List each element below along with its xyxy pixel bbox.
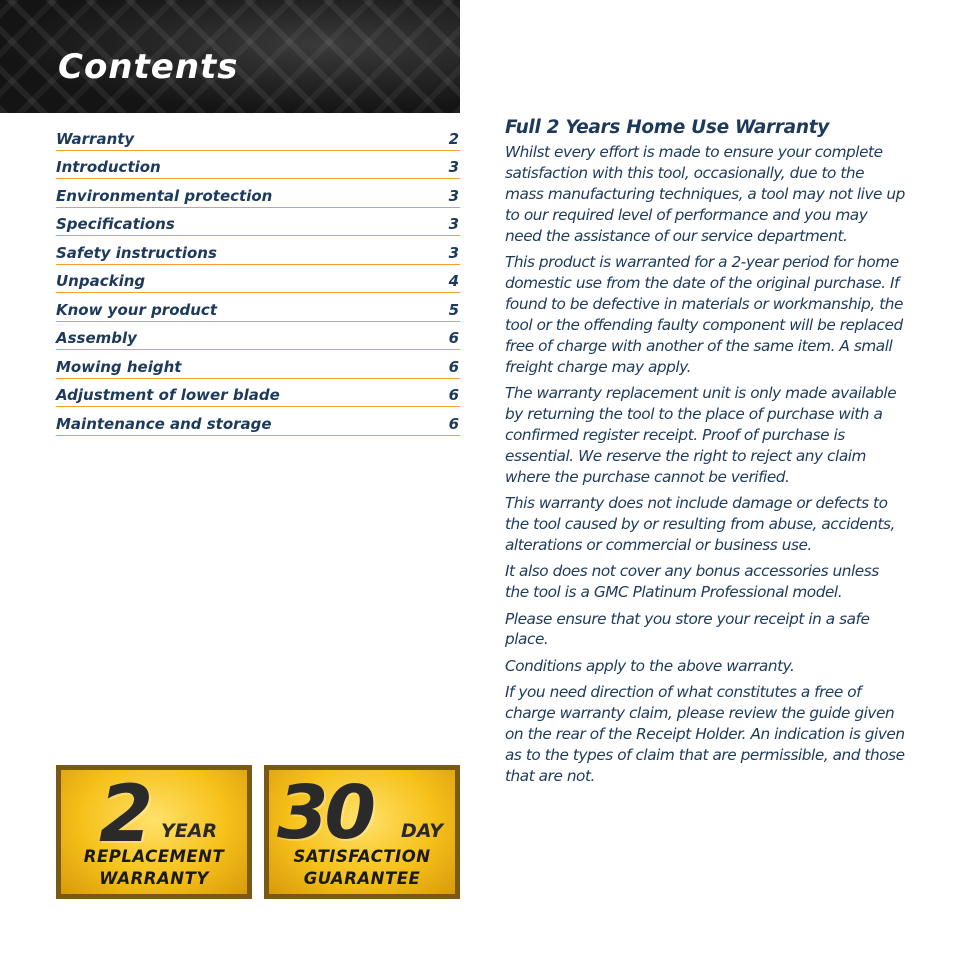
toc-item-label: Maintenance and storage [56,414,272,433]
toc-item-label: Mowing height [56,357,182,376]
badge-line-1: REPLACEMENT [83,847,225,866]
toc-item-safety-instructions[interactable] [56,236,460,265]
badge-number: 2 [99,770,154,860]
warranty-paragraph: Please ensure that you store your receipt in a safe place. [505,609,870,649]
badge-line-2: WARRANTY [99,869,209,888]
badge-line-2: GUARANTEE [303,869,421,888]
toc-item-label: Safety instructions [56,243,217,262]
toc-item-page: 3 [448,243,459,262]
badge-unit: DAY [401,820,444,842]
warranty-paragraph: If you need direction of what constitutes a free of charge warranty claim, please review the guide given on the rear of the Receipt Holder. An indication is given as to the types of claim that are permissible, and those that are not. [505,683,905,785]
badge-number: 30 [277,770,372,856]
toc-item-mowing-height[interactable] [56,350,460,379]
toc-item-adjustment-of-lower-blade[interactable] [56,379,460,408]
toc-item-label: Introduction [56,158,161,176]
warranty-paragraph: This warranty does not include damage or defects to the tool caused by or resulting from abuse, accidents, alterations or commercial or business use. [505,494,895,554]
two-year-warranty-badge [56,765,252,899]
toc-item-label: Assembly [56,329,137,347]
toc-item-introduction[interactable] [56,151,460,180]
toc-item-page: 4 [448,272,459,290]
thirty-day-guarantee-badge [264,765,460,899]
toc-item-page: 5 [448,300,459,319]
toc-item-page: 2 [448,129,459,148]
contents-header-banner [0,0,460,113]
page-title: Contents [58,47,239,87]
toc-item-page: 3 [448,158,459,176]
badge-unit: YEAR [161,820,218,842]
toc-item-maintenance-and-storage[interactable] [56,407,460,436]
warranty-paragraph: It also does not cover any bonus accessories unless the tool is a GMC Platinum Professional model. [505,562,879,602]
toc-item-know-your-product[interactable] [56,293,460,322]
toc-item-page: 3 [448,186,459,205]
toc-item-warranty[interactable] [56,122,460,151]
warranty-paragraph: The warranty replacement unit is only made available by returning the tool to the place of purchase with a confirmed register receipt. Proof of purchase is essential. We reserve the right to reject any claim where the purchase cannot be verified. [505,383,897,486]
toc-item-unpacking[interactable] [56,265,460,294]
toc-item-specifications[interactable] [56,208,460,237]
warranty-paragraph: This product is warranted for a 2-year period for home domestic use from the date of the original purchase. If found to be defective in materials or workmanship, the tool or the offending faulty component will be replaced free of charge with another of the same item. A small freight charge may apply. [505,253,903,376]
toc-item-environmental-protection[interactable] [56,179,460,208]
table-of-contents [56,122,460,436]
badge-line-1: SATISFACTION [293,847,431,866]
warranty-paragraph: Whilst every effort is made to ensure your complete satisfaction with this tool, occasionally, due to the mass manufacturing techniques, a tool may not live up to our required level of performance and you may need the assistance of our service department. [505,143,905,245]
warranty-heading: Full 2 Years Home Use Warranty [505,117,830,138]
toc-item-label: Adjustment of lower blade [56,386,280,404]
toc-item-label: Specifications [56,215,175,233]
toc-item-label: Unpacking [56,272,146,290]
toc-item-label: Warranty [56,129,135,148]
toc-item-label: Environmental protection [56,186,273,205]
toc-item-page: 3 [448,215,459,233]
warranty-paragraph: Conditions apply to the above warranty. [505,656,795,675]
warranty-section [505,117,905,792]
toc-item-page: 6 [448,414,459,433]
toc-item-page: 6 [448,357,459,376]
toc-item-page: 6 [448,386,459,404]
toc-item-label: Know your product [56,300,217,319]
toc-item-page: 6 [448,329,459,347]
toc-item-assembly[interactable] [56,322,460,351]
